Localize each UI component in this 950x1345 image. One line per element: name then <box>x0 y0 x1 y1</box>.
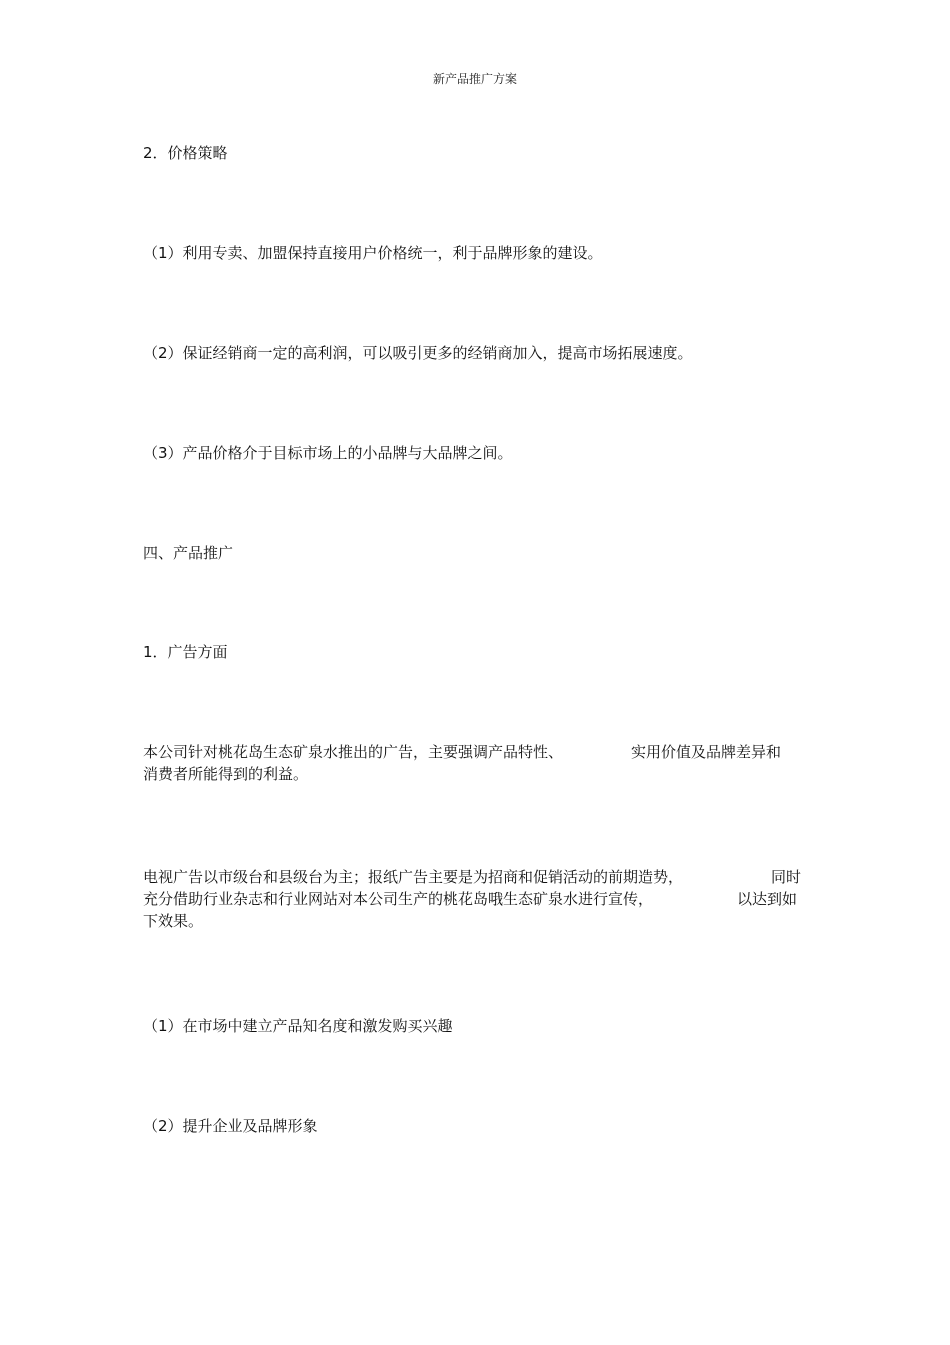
advertising-paragraph-1 <box>143 741 803 785</box>
effect-item-1: （1）在市场中建立产品知名度和激发购买兴趣 <box>143 1017 453 1035</box>
paragraph-text: 同时 <box>771 868 802 886</box>
section-heading-product-promotion: 四、产品推广 <box>143 544 234 562</box>
price-item-1: （1）利用专卖、加盟保持直接用户价格统一，利于品牌形象的建设。 <box>143 244 603 262</box>
paragraph-text: 充分借助行业杂志和行业网站对本公司生产的桃花岛哦生态矿泉水进行宣传， <box>143 890 654 908</box>
sub-heading-advertising: 1．广告方面 <box>143 643 228 661</box>
price-item-3: （3）产品价格介于目标市场上的小品牌与大品牌之间。 <box>143 444 513 462</box>
price-item-2: （2）保证经销商一定的高利润，可以吸引更多的经销商加入，提高市场拓展速度。 <box>143 344 693 362</box>
page-header-title: 新产品推广方案 <box>432 72 517 86</box>
paragraph-text: 本公司针对桃花岛生态矿泉水推出的广告，主要强调产品特性、 <box>143 743 564 761</box>
section-heading-price-strategy: 2．价格策略 <box>143 144 228 162</box>
effect-item-2: （2）提升企业及品牌形象 <box>143 1117 318 1135</box>
paragraph-text: 实用价值及品牌差异和 <box>631 743 782 761</box>
paragraph-text: 下效果。 <box>143 912 204 930</box>
advertising-paragraph-2 <box>143 866 803 932</box>
paragraph-text: 电视广告以市级台和县级台为主；报纸广告主要是为招商和促销活动的前期造势， <box>143 868 684 886</box>
paragraph-text: 消费者所能得到的利益。 <box>143 765 309 783</box>
paragraph-text: 以达到如 <box>737 890 798 908</box>
